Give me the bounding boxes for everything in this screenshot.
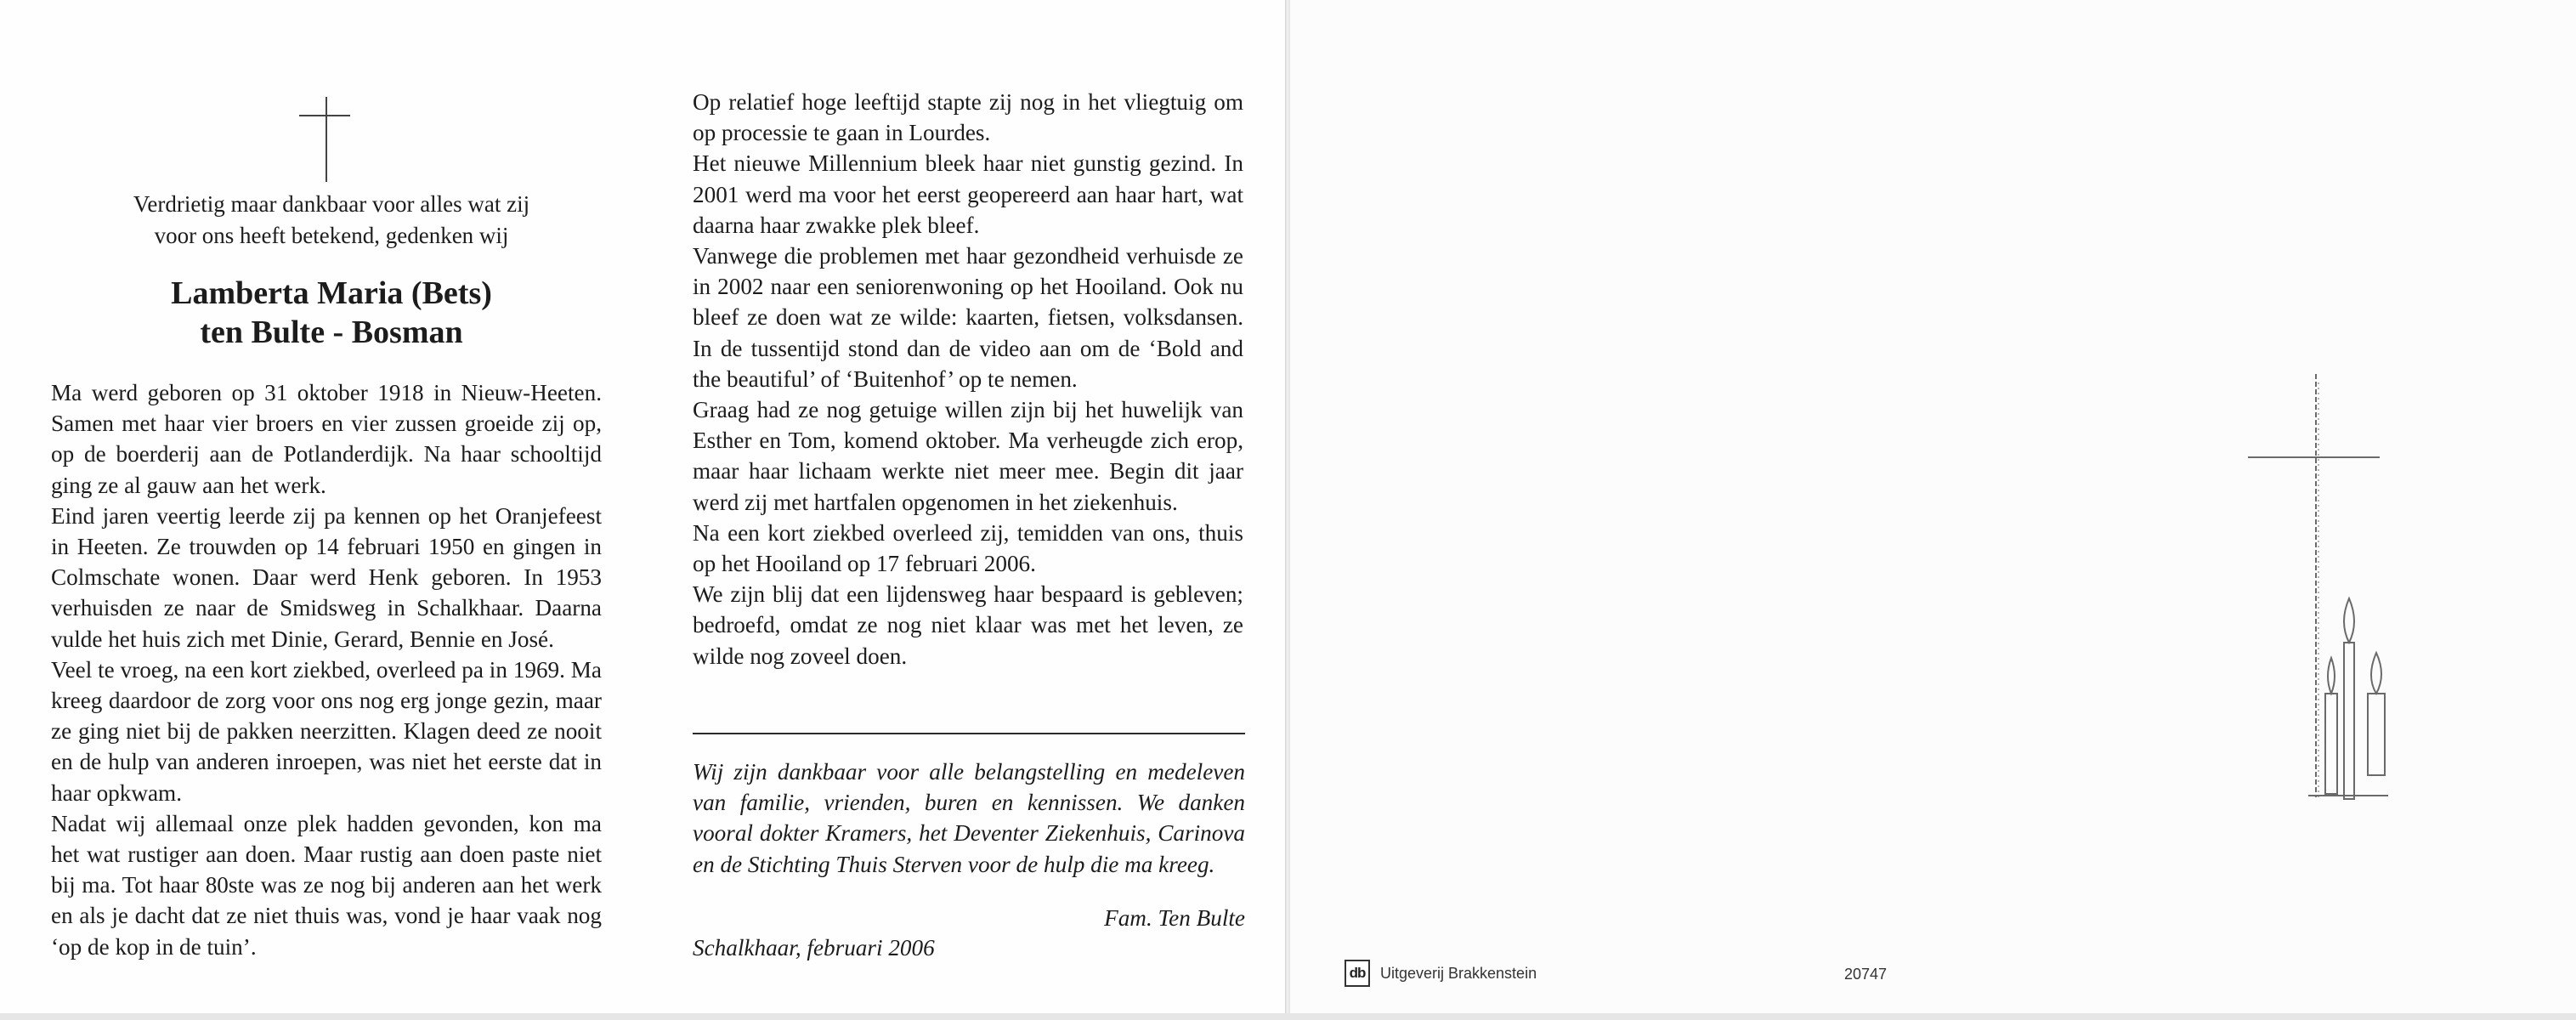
name-line: ten Bulte - Bosman (200, 314, 463, 350)
publisher-credit (1345, 959, 1537, 988)
paragraph: Nadat wij allemaal onze plek hadden gevonden, kon ma het wat rustiger aan doen. Maar rustig aan doen paste niet bij ma. Tot haar 80ste was ze nog bij anderen aan het werk en als je dacht dat ze niet thuis was, vond je haar vaak nog ‘op de kop in de tuin’. (51, 810, 602, 960)
intro-line: voor ons heeft betekend, gedenken wij (154, 223, 509, 248)
thanks-text (693, 756, 1245, 880)
scan-edge (0, 1013, 2576, 1020)
deceased-name (85, 274, 578, 352)
publisher-name: Uitgeverij Brakkenstein (1380, 964, 1537, 982)
publisher-logo: db (1345, 960, 1370, 987)
biography-left-column (51, 377, 602, 962)
paragraph: Ma werd geboren op 31 oktober 1918 in Nieuw-Heeten. Samen met haar vier broers en vier zussen groeide zij op, op de boerderij aan de Potlanderdijk. Na haar schooltijd ging ze al gauw aan het werk. (51, 380, 602, 498)
cross-and-candles-icon (2244, 374, 2388, 816)
paragraph: Na een kort ziekbed overleed zij, temidden van ons, thuis op het Hooiland op 17 februari 2006. (693, 519, 1243, 577)
thanks-paragraph: Wij zijn dankbaar voor alle belangstelling en medeleven van familie, vrienden, buren en kennissen. We danken vooral dokter Kramers, het Deventer Ziekenhuis, Carinova en de Stichting Thuis Sterven voor de hulp die ma kreeg. (693, 759, 1245, 877)
product-code: 20747 (1844, 966, 1888, 983)
name-line: Lamberta Maria (Bets) (171, 275, 492, 311)
intro-line: Verdrietig maar dankbaar voor alles wat zij (133, 191, 530, 217)
paragraph: Vanwege die problemen met haar gezondheid verhuisde ze in 2002 naar een seniorenwoning op het Hooiland. Ook nu bleef ze doen wat ze wilde: kaarten, fietsen, volksdansen. In de tussentijd stond dan de video aan om de ‘Bold and the beautiful’ of ‘Buitenhof’ op te nemen. (693, 243, 1243, 392)
place-date: Schalkhaar, februari 2006 (693, 935, 935, 960)
paragraph: Graag had ze nog getuige willen zijn bij het huwelijk van Esther en Tom, komend oktober. Ma verheugde zich erop, maar haar lichaam werkte niet meer mee. Begin dit jaar werd zij met hartfalen opgenomen in het ziekenhuis. (693, 397, 1243, 515)
card-inner-panel (0, 0, 1285, 1013)
paragraph: Het nieuwe Millennium bleek haar niet gunstig gezind. In 2001 werd ma voor het eerst geopereerd aan haar hart, wat daarna haar zwakke plek bleef. (693, 150, 1243, 238)
divider (693, 733, 1245, 734)
paragraph: We zijn blij dat een lijdensweg haar bespaard is gebleven; bedroefd, omdat ze nog niet klaar was met het leven, ze wilde nog zoveel doen. (693, 581, 1243, 669)
paragraph: Op relatief hoge leeftijd stapte zij nog in het vliegtuig om op processie te gaan in Lourdes. (693, 89, 1243, 146)
paragraph: Veel te vroeg, na een kort ziekbed, overleed pa in 1969. Ma kreeg daardoor de zorg voor ons nog erg jonge gezin, maar ze ging niet bij de pakken neerzitten. Klagen deed ze nooit en de hulp van anderen inroepen, was niet het eerste dat in haar opkwam. (51, 656, 602, 806)
cross-icon (299, 97, 350, 182)
biography-right-column (693, 87, 1243, 672)
intro-text (85, 189, 578, 252)
paragraph: Eind jaren veertig leerde zij pa kennen op het Oranjefeest in Heeten. Ze trouwden op 14 februari 1950 en gingen in Colmschate wonen. Daar werd Henk geboren. In 1953 verhuisden ze naar de Smidsweg in Schalkhaar. Daarna vulde het huis zich met Dinie, Gerard, Bennie en José. (51, 502, 602, 652)
family-signature: Fam. Ten Bulte (1104, 905, 1245, 931)
